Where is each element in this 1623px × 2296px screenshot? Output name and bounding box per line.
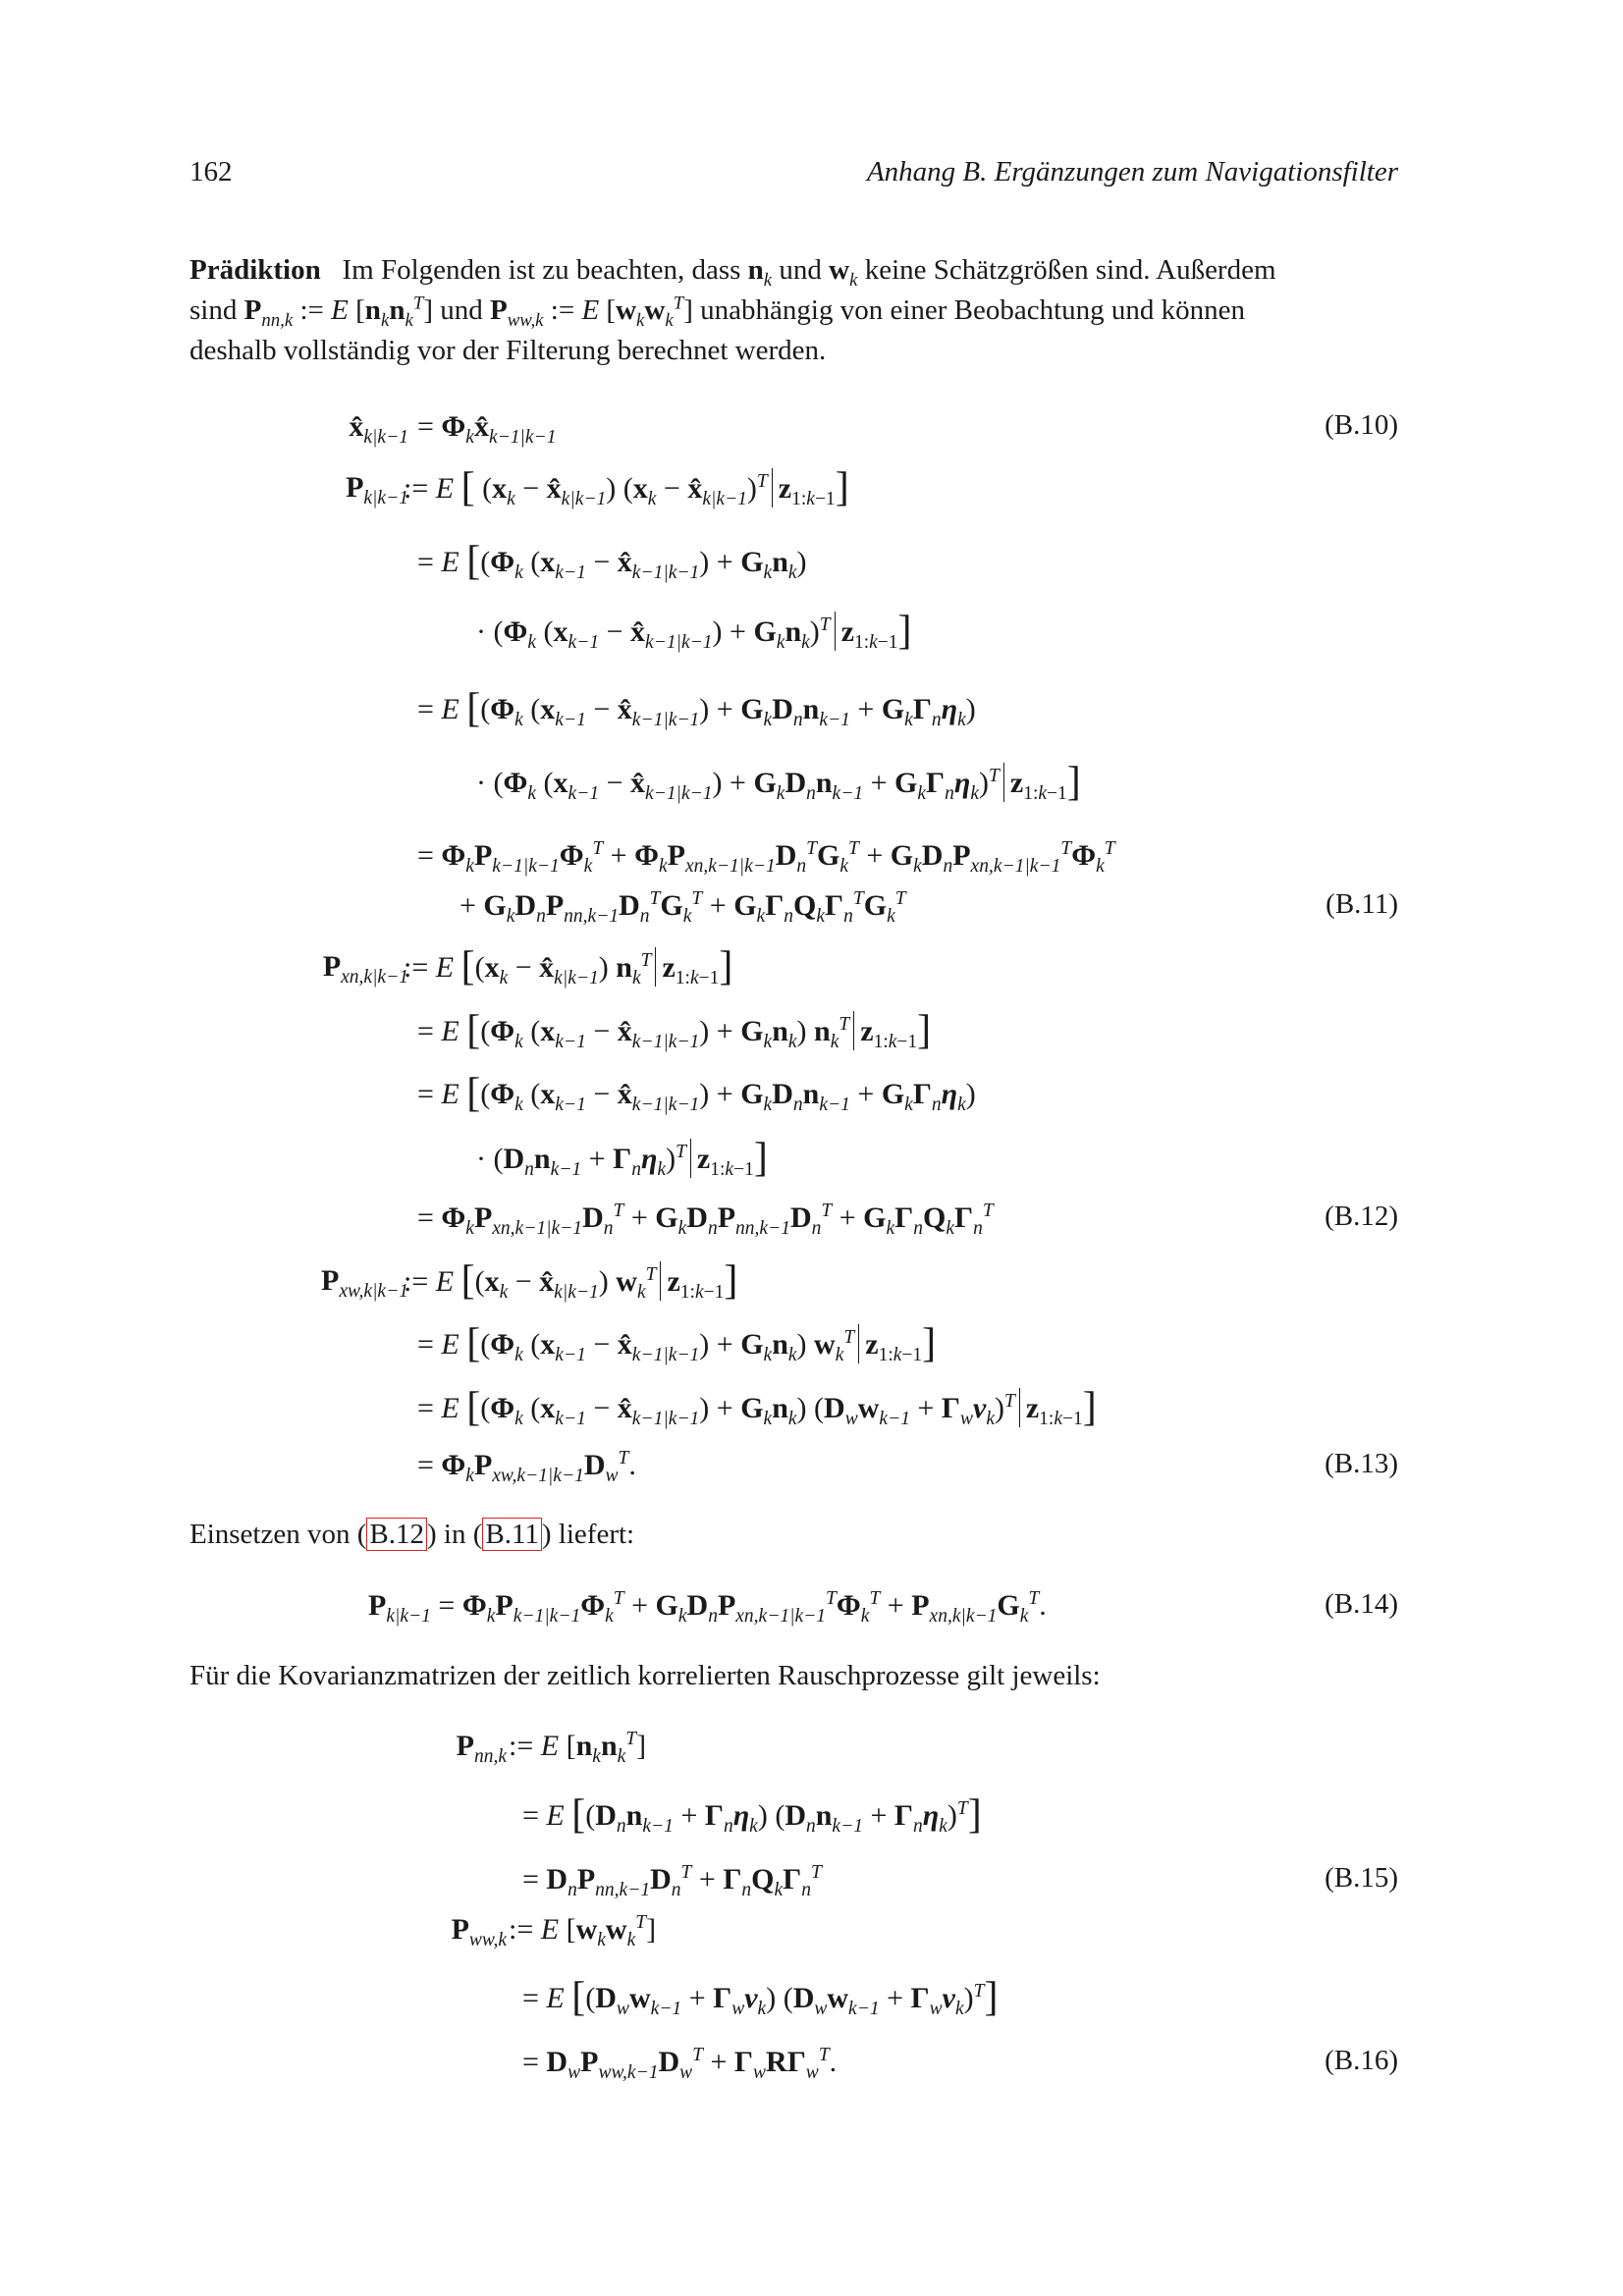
ref-link-b12[interactable]: B.12 [366,1518,427,1551]
eq-number-b12: (B.12) [1325,1201,1398,1232]
intro-paragraph: Prädiktion Im Folgenden ist zu beachten, dass $n_k$ und $w_k$ keine Schätzgrößen sind. Außerdem sind $P_{nn,k}$ := E $[n_kn_k^T]$ und $P_{ww,k}$ := E $[w_kw_k^T]$ unabhängig von einer Beobachtung und können deshalb vollständig vor der Filterung berechnet werden. [189,254,1276,366]
eq-number-b15: (B.15) [1325,1862,1398,1894]
section-heading: Prädiktion [189,254,321,286]
page-number: 162 [189,156,233,187]
eq-number-b13: (B.13) [1325,1448,1398,1479]
eq-number-b14: (B.14) [1325,1588,1398,1620]
covariance-text: Für die Kovarianzmatrizen der zeitlich korrelierten Rauschprozesse gilt jeweils: [189,1660,1101,1691]
document-page: 162 Anhang B. Ergänzungen zum Navigationsfilter Prädiktion Im Folgenden ist zu beachten, dass $n_k$ und $w_k$ keine Schätzgrößen sind. Außerdem sind $P_{nn,k}$ := E $[n_kn_k^T]$ und $P_{ww,k}$ := E $[w_kw_k^T]$ unabhängig von einer Beobachtung und können deshalb vollständig vor der Filterung berechnet werden. $x̂_{k|k-1}$ = $\Phi_kx̂_{k-1|k-1}$ (B.10) $P_{k|k-1}$ := E [ ($x_k$ − $x̂_{k|k-1}$) ($x_k$ − $x̂_{k|k-1})^T$ $z_{1:k-1}$] = E [($\Phi_k$ ($x_{k-1}$ − $x̂_{k-1|k-1}) + G_kn_k$) · ($\Phi_k$ ($x_{k-1}$ − $x̂_{k-1|k-1}) + G_kn_k)^T$ $z_{1:k-1}$] = E [($\Phi_k$ ($x_{k-1}$ − $x̂_{k-1|k-1}) + G_kD_nn_{k-1} + G_k\Gamma_n\eta_k$) · ($\Phi_k$ ($x_{k-1}$ − $x̂_{k-1|k-1}) + G_kD_nn_{k-1} + G_k\Gamma_n\eta_k)^T$ $z_{1:k-1}$] = $\Phi_kP_{k-1|k-1}\Phi_k^T + \Phi_kP_{xn,k-1|k-1}D_n^TG_k^T + G_kD_nP_{xn,k-1|k-1}^T\Phi_k^T$ + $G_kD_nP_{nn,k-1}D_n^TG_k^T + G_k\Gamma_nQ_k\Gamma_n^TG_k^T$ (B.11) $P_{xn,k|k-1}$ := E [($x_k$ − $x̂_{k|k-1}$) $n_k^T$ $z_{1:k-1}$] = E [($\Phi_k$ ($x_{k-1}$ − $x̂_{k-1|k-1}) + G_kn_k$) $n_k^T$ $z_{1:k-1}$] = E [($\Phi_k$ ($x_{k-1}$ − $x̂_{k-1|k-1}) + G_kD_nn_{k-1} + G_k\Gamma_n\eta_k$) · $(D_nn_{k-1} + \Gamma_n\eta_k)^T$ $z_{1:k-1}$] = $\Phi_kP_{xn,k-1|k-1}D_n^T + G_kD_nP_{nn,k-1}D_n^T + G_k\Gamma_nQ_k\Gamma_n^T$ (B.12) $P_{xw,k|k-1}$ := E [($x_k$ − $x̂_{k|k-1}$) $w_k^T$ $z_{1:k-1}$] = E [($\Phi_k$ ($x_{k-1}$ − $x̂_{k-1|k-1}) + G_kn_k$) $w_k^T$ $z_{1:k-1}$] = E [($\Phi_k$ ($x_{k-1}$ − $x̂_{k-1|k-1}) + G_kn_k$) $(D_ww_{k-1} + \Gamma_w\nu_k)^T$ $z_{1:k-1}$] = $\Phi_kP_{xw,k-1|k-1}D_w^T$. (B.13) Einsetzen von ( B.12 ) in ( B.11 ) liefert: $P_{k|k-1} = \Phi_kP_{k-1|k-1}\Phi_k^T + G_kD_nP_{xn,k-1|k-1}^T\Phi_k^T + P_{xn,k|k-1}G_k^T$. (B.14) Für die Kovarianzmatrizen der zeitlich korrelierten Rauschprozesse gilt jeweils: $P_{nn,k}$ := E $[n_kn_k^T]$ = E $[(D_nn_{k-1} + \Gamma_n\eta_k) (D_nn_{k-1} + \Gamma_n\eta_k)^T]$ = $D_nP_{nn,k-1}D_n^T + \Gamma_nQ_k\Gamma_n^T$ (B.15) $P_{ww,k}$ := E $[w_kw_k^T]$ = E $[(D_ww_{k-1} + \Gamma_w\nu_k) (D_ww_{k-1} + \Gamma_w\nu_k)^T]$ = $D_wP_{ww,k-1}D_w^T + \Gamma_wR\Gamma_w^T$. (B.16) [189,156,1398,2083]
chapter-title: Anhang B. Ergänzungen zum Navigationsfilter [866,156,1398,187]
substitution-text: Einsetzen von ( B.12 ) in ( B.11 ) liefert: [189,1519,635,1550]
eq-number-b11: (B.11) [1325,888,1398,920]
ref-link-b11[interactable]: B.11 [482,1518,542,1551]
eq-number-b16: (B.16) [1325,2045,1398,2076]
eq-number-b10: (B.10) [1325,409,1398,441]
equation-b14: $P_{k|k-1} = \Phi_kP_{k-1|k-1}\Phi_k^T + G_kD_nP_{xn,k-1|k-1}^T\Phi_k^T + P_{xn,k|k-1}G_k^T$. [368,1588,1047,1627]
